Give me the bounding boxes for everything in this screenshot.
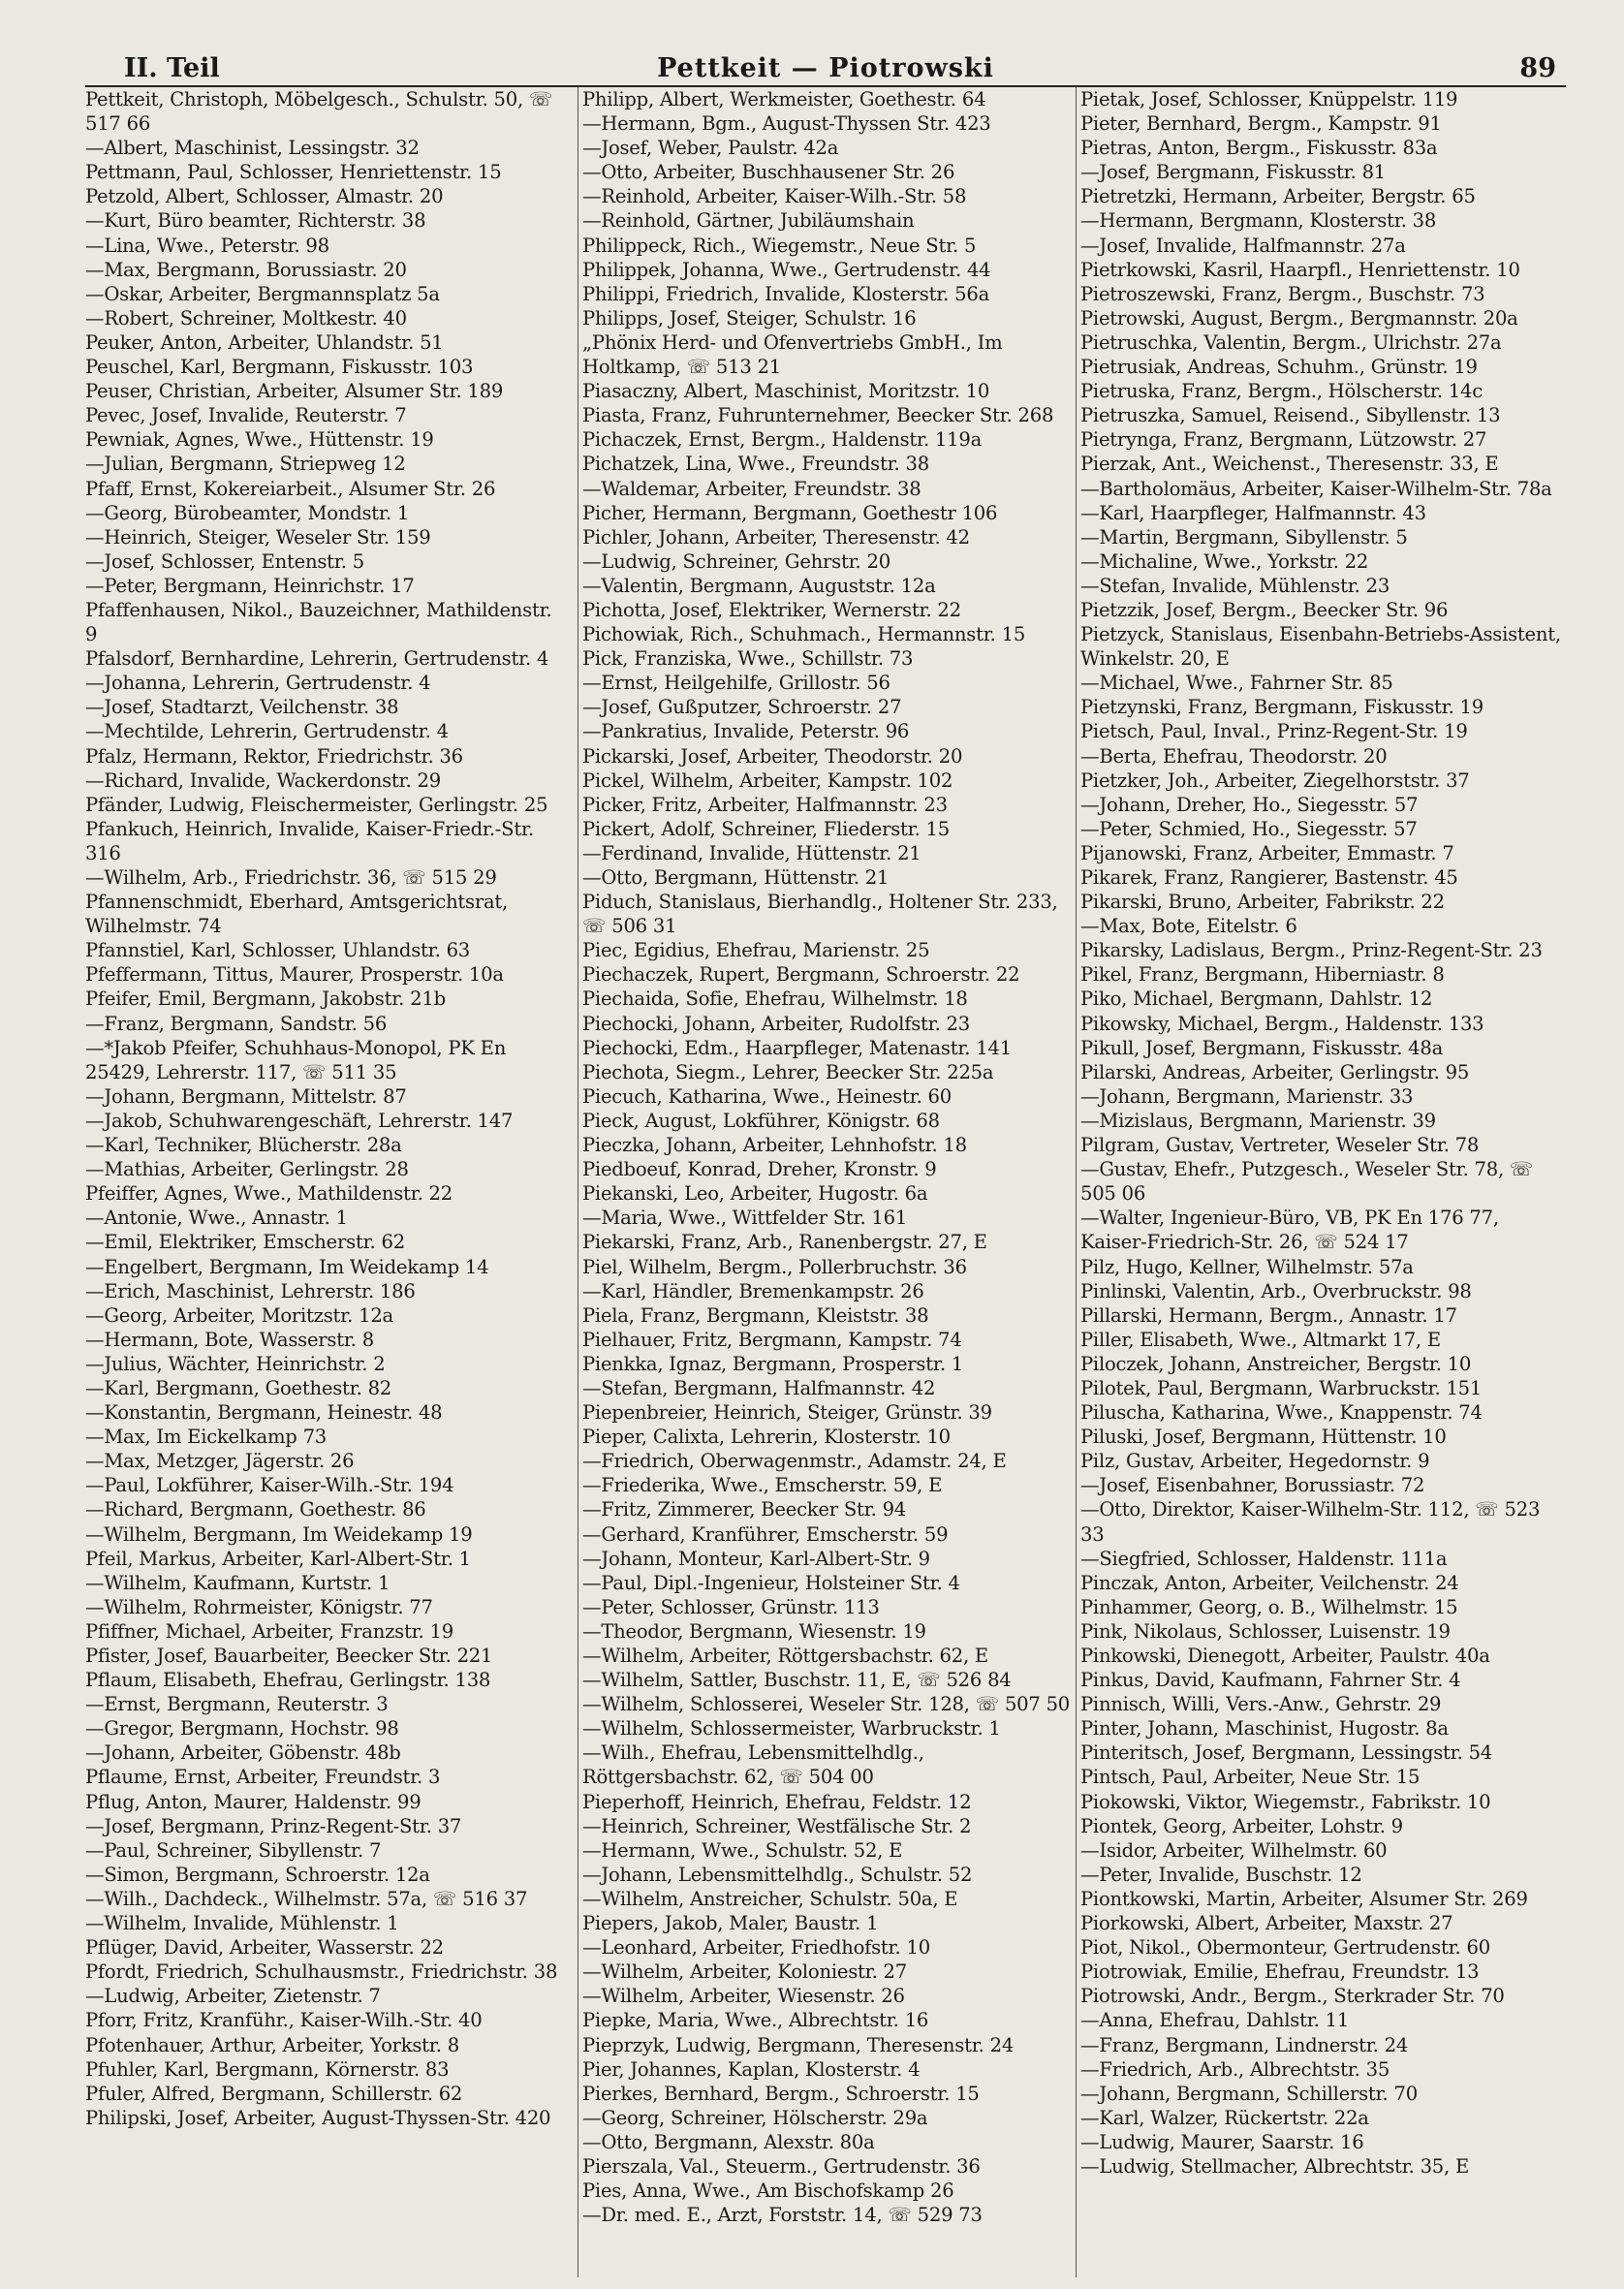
directory-entry: —Heinrich, Schreiner, Westfälische Str. 2 [582, 1814, 972, 1837]
directory-entry: —Josef, Weber, Paulstr. 42a [582, 137, 839, 160]
directory-entry: —Mizislaus, Bergmann, Marienstr. 39 [1080, 1109, 1436, 1132]
directory-entry: —Stefan, Invalide, Mühlenstr. 23 [1080, 574, 1390, 597]
directory-entry: Pieprzyk, Ludwig, Bergmann, Theresenstr. 24 [582, 2033, 1015, 2056]
directory-entry: Pinczak, Anton, Arbeiter, Veilchenstr. 24 [1080, 1571, 1459, 1594]
directory-entry: Pikarski, Bruno, Arbeiter, Fabrikstr. 22 [1080, 891, 1445, 914]
directory-entry: —Johann, Monteur, Karl-Albert-Str. 9 [582, 1547, 930, 1570]
directory-entry: —Hermann, Bergmann, Klosterstr. 38 [1080, 209, 1437, 233]
directory-entry: —Heinrich, Steiger, Weseler Str. 159 [85, 525, 431, 549]
directory-entry: Pietruschka, Valentin, Bergm., Ulrichstr. 27a [1080, 330, 1502, 354]
directory-entry: Pikarek, Franz, Rangierer, Bastenstr. 45 [1080, 866, 1458, 889]
directory-entry: Pienkka, Ignaz, Bergmann, Prosperstr. 1 [582, 1352, 963, 1375]
directory-entry: —Josef, Eisenbahner, Borussiastr. 72 [1080, 1474, 1425, 1497]
directory-entry: Pichler, Johann, Arbeiter, Theresenstr. 42 [582, 525, 970, 549]
directory-entry: —Anna, Ehefrau, Dahlstr. 11 [1080, 2009, 1350, 2032]
directory-entry: Pietrusiak, Andreas, Schuhm., Grünstr. 19 [1080, 356, 1478, 379]
directory-entry: —Wilhelm, Arb., Friedrichstr. 36, ☏ 515 29 [85, 866, 497, 889]
directory-entry: Piluski, Josef, Bergmann, Hüttenstr. 10 [1080, 1426, 1447, 1449]
directory-entry: —Gerhard, Kranführer, Emscherstr. 59 [582, 1522, 949, 1546]
directory-entry: Philippek, Johanna, Wwe., Gertrudenstr. 44 [582, 258, 991, 281]
directory-entry: —Maria, Wwe., Wittfelder Str. 161 [582, 1207, 908, 1230]
directory-entry: —Max, Bergmann, Borussiastr. 20 [85, 258, 407, 281]
directory-entry: Piko, Michael, Bergmann, Dahlstr. 12 [1080, 988, 1433, 1011]
directory-entry: —Siegfried, Schlosser, Haldenstr. 111a [1080, 1547, 1448, 1570]
directory-entry: Peuschel, Karl, Bergmann, Fiskusstr. 103 [85, 356, 474, 379]
directory-entry: Pies, Anna, Wwe., Am Bischofskamp 26 [582, 2179, 954, 2203]
directory-entry: —Gregor, Bergmann, Hochstr. 98 [85, 1717, 399, 1740]
directory-entry: —Erich, Maschinist, Lehrerstr. 186 [85, 1279, 416, 1302]
directory-entry: Pilgram, Gustav, Vertreter, Weseler Str. 78 [1080, 1134, 1480, 1157]
directory-entry: Pfeiffer, Agnes, Wwe., Mathildenstr. 22 [85, 1182, 453, 1206]
directory-entry: Peuker, Anton, Arbeiter, Uhlandstr. 51 [85, 330, 444, 354]
directory-entry: Pevec, Josef, Invalide, Reuterstr. 7 [85, 404, 407, 427]
directory-entry: Pichatzek, Lina, Wwe., Freundstr. 38 [582, 453, 929, 476]
directory-entry: Philipski, Josef, Arbeiter, August-Thyssen-Str. 420 [85, 2106, 551, 2129]
directory-entry: —Pankratius, Invalide, Peterstr. 96 [582, 720, 910, 743]
directory-entry: —Fritz, Zimmerer, Beecker Str. 94 [582, 1498, 907, 1521]
directory-entry: Pickarski, Josef, Arbeiter, Theodorstr. 20 [582, 744, 963, 768]
directory-entry: Pfeil, Markus, Arbeiter, Karl-Albert-Str. 1 [85, 1547, 471, 1570]
directory-entry: Pietrkowski, Kasril, Haarpfl., Henriettenstr. 10 [1080, 258, 1520, 281]
directory-entry: Pfuler, Alfred, Bergmann, Schillerstr. 62 [85, 2082, 463, 2105]
directory-entry: Pfaffenhausen, Nikol., Bauzeichner, Mathildenstr. 9 [85, 598, 552, 646]
directory-entry: Pichotta, Josef, Elektriker, Wernerstr. 22 [582, 598, 961, 621]
directory-entry: —Walter, Ingenieur-Büro, VB, PK En 176 77, Kaiser-Friedrich-Str. 26, ☏ 524 17 [1080, 1207, 1499, 1254]
directory-entry: Pforr, Fritz, Kranführ., Kaiser-Wilh.-Str. 40 [85, 2009, 483, 2032]
directory-entry: „Phönix Herd- und Ofenvertriebs GmbH., Im Holtkamp, ☏ 513 21 [582, 330, 1003, 379]
directory-entry: Piasta, Franz, Fuhrunternehmer, Beecker Str. 268 [582, 404, 1054, 427]
directory-entry: Pier, Johannes, Kaplan, Klosterstr. 4 [582, 2057, 921, 2081]
directory-entry: —Paul, Dipl.-Ingenieur, Holsteiner Str. 4 [582, 1571, 960, 1594]
directory-entry: Pinkus, David, Kaufmann, Fahrner Str. 4 [1080, 1669, 1461, 1692]
directory-entry: —Johann, Bergmann, Marienstr. 33 [1080, 1084, 1414, 1108]
directory-entry: Pieperhoff, Heinrich, Ehefrau, Feldstr. 12 [582, 1790, 972, 1813]
directory-entry: —Bartholomäus, Arbeiter, Kaiser-Wilhelm-Str. 78a [1080, 477, 1552, 500]
directory-entry: Pickert, Adolf, Schreiner, Fliederstr. 15 [582, 817, 950, 840]
directory-entry: —Wilhelm, Arbeiter, Röttgersbachstr. 62, E [582, 1645, 988, 1667]
directory-entry: Pfankuch, Heinrich, Invalide, Kaiser-Friedr.-Str. 316 [85, 817, 534, 864]
directory-entry: —Wilhelm, Invalide, Mühlenstr. 1 [85, 1912, 399, 1935]
directory-entry: Pfordt, Friedrich, Schulhausmstr., Friedrichstr. 38 [85, 1960, 558, 1984]
directory-entry: —Lina, Wwe., Peterstr. 98 [85, 234, 329, 257]
directory-entry: Piekarski, Franz, Arb., Ranenbergstr. 27, E [582, 1231, 987, 1254]
directory-entry: —Karl, Techniker, Blücherstr. 28a [85, 1134, 402, 1157]
page-header [85, 39, 1566, 87]
directory-entry: Pflug, Anton, Maurer, Haldenstr. 99 [85, 1790, 422, 1813]
directory-entry: —Wilhelm, Schlossermeister, Warbruckstr. 1 [582, 1717, 1001, 1740]
directory-entry: Pinnisch, Willi, Vers.-Anw., Gehrstr. 29 [1080, 1693, 1442, 1716]
column-middle [578, 87, 1072, 2277]
directory-entry: Pietzynski, Franz, Bergmann, Fiskusstr. 19 [1080, 696, 1483, 719]
directory-entry: —Franz, Bergmann, Lindnerstr. 24 [1080, 2033, 1409, 2056]
directory-entry: —Johann, Lebensmittelhdlg., Schulstr. 52 [582, 1863, 973, 1886]
directory-entry: Piepke, Maria, Wwe., Albrechtstr. 16 [582, 2009, 929, 2032]
directory-entry: Petzold, Albert, Schlosser, Almastr. 20 [85, 185, 444, 208]
directory-entry: —Karl, Haarpfleger, Halfmannstr. 43 [1080, 501, 1426, 524]
directory-entry: Picker, Fritz, Arbeiter, Halfmannstr. 23 [582, 793, 948, 816]
directory-entry: —Wilh., Ehefrau, Lebensmittelhdlg., Röttgersbachstr. 62, ☏ 504 00 [582, 1741, 924, 1789]
directory-entry: —Isidor, Arbeiter, Wilhelmstr. 60 [1080, 1838, 1388, 1862]
directory-entry: Piechota, Siegm., Lehrer, Beecker Str. 225a [582, 1060, 994, 1083]
directory-entry: —Michaline, Wwe., Yorkstr. 22 [1080, 549, 1369, 573]
directory-entry: —Richard, Invalide, Wackerdonstr. 29 [85, 768, 441, 792]
directory-entry: Piekanski, Leo, Arbeiter, Hugostr. 6a [582, 1182, 928, 1206]
directory-entry: —Theodor, Bergmann, Wiesenstr. 19 [582, 1619, 926, 1643]
directory-entry: Pietak, Josef, Schlosser, Knüppelstr. 119 [1080, 88, 1458, 110]
directory-entry: —Otto, Bergmann, Hüttenstr. 21 [582, 866, 890, 889]
directory-entry: Piasaczny, Albert, Maschinist, Moritzstr. 10 [582, 380, 990, 403]
directory-entry: —Josef, Stadtarzt, Veilchenstr. 38 [85, 696, 399, 719]
directory-entry: Piechocki, Edm., Haarpfleger, Matenastr. 141 [582, 1036, 1012, 1059]
directory-entry: Pieczka, Johann, Arbeiter, Lehnhofstr. 18 [582, 1134, 967, 1157]
directory-entry: Piloczek, Johann, Anstreicher, Bergstr. 10 [1080, 1352, 1472, 1375]
directory-entry: Piela, Franz, Bergmann, Kleiststr. 38 [582, 1303, 929, 1327]
directory-entry: Pietzzik, Josef, Bergm., Beecker Str. 96 [1080, 598, 1449, 621]
directory-entry: Piontkowski, Martin, Arbeiter, Alsumer Str. 269 [1080, 1887, 1528, 1910]
directory-entry: —Josef, Bergmann, Fiskusstr. 81 [1080, 161, 1387, 184]
directory-entry: —Reinhold, Gärtner, Jubiläumshain [582, 209, 915, 233]
part-label: II. Teil [124, 53, 220, 83]
directory-entry: Philippi, Friedrich, Invalide, Klosterstr. 56a [582, 282, 990, 305]
directory-entry: —Michael, Wwe., Fahrner Str. 85 [1080, 672, 1393, 695]
directory-entry: —Georg, Bürobeamter, Mondstr. 1 [85, 501, 410, 524]
directory-entry: Piller, Elisabeth, Wwe., Altmarkt 17, E [1080, 1328, 1441, 1351]
directory-entry: Pierkes, Bernhard, Bergm., Schroerstr. 15 [582, 2082, 980, 2105]
directory-entry: —Friedrich, Oberwagenmstr., Adamstr. 24, E [582, 1450, 1007, 1473]
directory-entry: —Ferdinand, Invalide, Hüttenstr. 21 [582, 841, 921, 864]
directory-entry: Pewniak, Agnes, Wwe., Hüttenstr. 19 [85, 428, 434, 452]
directory-entry: —Josef, Gußputzer, Schroerstr. 27 [582, 696, 902, 719]
directory-entry: Piokowski, Viktor, Wiegemstr., Fabrikstr. 10 [1080, 1790, 1491, 1813]
directory-entry: —Hermann, Bgm., August-Thyssen Str. 423 [582, 112, 991, 136]
directory-entry: Pietzyck, Stanislaus, Eisenbahn-Betriebs-Assistent, Winkelstr. 20, E [1080, 623, 1561, 671]
directory-entry: —Josef, Schlosser, Entenstr. 5 [85, 549, 364, 573]
directory-entry: —Johann, Bergmann, Mittelstr. 87 [85, 1084, 407, 1108]
directory-entry: —Paul, Lokführer, Kaiser-Wilh.-Str. 194 [85, 1474, 454, 1497]
directory-entry: Pfalsdorf, Bernhardine, Lehrerin, Gertrudenstr. 4 [85, 647, 549, 671]
directory-entry: Pietruszka, Samuel, Reisend., Sibyllenstr. 13 [1080, 404, 1501, 427]
directory-entry: Pierszala, Val., Steuerm., Gertrudenstr. 36 [582, 2154, 981, 2178]
directory-entry: —Ludwig, Arbeiter, Zietenstr. 7 [85, 1985, 381, 2008]
directory-entry: Pichaczek, Ernst, Bergm., Haldenstr. 119a [582, 428, 983, 452]
directory-entry: —Karl, Bergmann, Goethestr. 82 [85, 1376, 392, 1399]
directory-entry: Philippeck, Rich., Wiegemstr., Neue Str. 5 [582, 234, 977, 257]
directory-entry: Pietretzki, Hermann, Arbeiter, Bergstr. 65 [1080, 185, 1476, 208]
directory-entry: —Karl, Händler, Bremenkampstr. 26 [582, 1279, 924, 1302]
directory-entry: Pettkeit, Christoph, Möbelgesch., Schulstr. 50, ☏ 517 66 [85, 88, 553, 136]
directory-entry: Pikarsky, Ladislaus, Bergm., Prinz-Regent-Str. 23 [1080, 939, 1543, 962]
directory-entry: Piecuch, Katharina, Wwe., Heinestr. 60 [582, 1084, 952, 1108]
directory-entry: —Wilhelm, Arbeiter, Wiesenstr. 26 [582, 1985, 905, 2008]
directory-entry: Pfaff, Ernst, Kokereiarbeit., Alsumer Str. 26 [85, 477, 496, 500]
directory-entry: —Franz, Bergmann, Sandstr. 56 [85, 1012, 388, 1035]
directory-entry: —Valentin, Bergmann, Auguststr. 12a [582, 574, 936, 597]
directory-entry: —Stefan, Bergmann, Halfmannstr. 42 [582, 1376, 936, 1399]
directory-entry: Pettmann, Paul, Schlosser, Henriettenstr. 15 [85, 161, 502, 184]
directory-entry: —Johanna, Lehrerin, Gertrudenstr. 4 [85, 672, 431, 695]
directory-entry: —Wilhelm, Kaufmann, Kurtstr. 1 [85, 1571, 390, 1594]
directory-entry: Pikull, Josef, Bergmann, Fiskusstr. 48a [1080, 1036, 1444, 1059]
directory-entry: Piepers, Jakob, Maler, Baustr. 1 [582, 1912, 879, 1935]
directory-entry: —Wilhelm, Sattler, Buschstr. 11, E, ☏ 526 84 [582, 1669, 1012, 1692]
directory-entry: —Paul, Schreiner, Sibyllenstr. 7 [85, 1838, 382, 1862]
directory-entry: —Johann, Dreher, Ho., Siegesstr. 57 [1080, 793, 1419, 816]
directory-entry: Pijanowski, Franz, Arbeiter, Emmastr. 7 [1080, 841, 1454, 864]
directory-entry: —Oskar, Arbeiter, Bergmannsplatz 5a [85, 282, 440, 305]
directory-entry: Pfotenhauer, Arthur, Arbeiter, Yorkstr. 8 [85, 2033, 459, 2056]
directory-entry: —Wilhelm, Arbeiter, Koloniestr. 27 [582, 1960, 907, 1984]
directory-entry: —Antonie, Wwe., Annastr. 1 [85, 1207, 348, 1230]
directory-entry: Piec, Egidius, Ehefrau, Marienstr. 25 [582, 939, 930, 962]
directory-entry: Pieter, Bernhard, Bergm., Kampstr. 91 [1080, 112, 1442, 136]
directory-entry: Peuser, Christian, Arbeiter, Alsumer Str. 189 [85, 380, 504, 403]
directory-entry: Pietras, Anton, Bergm., Fiskusstr. 83a [1080, 137, 1438, 160]
directory-entry: —Gustav, Ehefr., Putzgesch., Weseler Str. 78, ☏ 505 06 [1080, 1158, 1534, 1206]
directory-entry: Piotrowski, Andr., Bergm., Sterkrader Str. 70 [1080, 1985, 1505, 2008]
directory-entry: Pfeffermann, Tittus, Maurer, Prosperstr. 10a [85, 963, 504, 987]
directory-entry: —Georg, Schreiner, Hölscherstr. 29a [582, 2106, 928, 2129]
directory-entry: —*Jakob Pfeifer, Schuhhaus-Monopol, PK En 25429, Lehrerstr. 117, ☏ 511 35 [85, 1036, 507, 1083]
directory-entry: Pieper, Calixta, Lehrerin, Klosterstr. 10 [582, 1426, 951, 1449]
directory-entry: Piechaida, Sofie, Ehefrau, Wilhelmstr. 18 [582, 988, 968, 1011]
directory-entry: Piechaczek, Rupert, Bergmann, Schroerstr. 22 [582, 963, 1020, 987]
page-number: 89 [1519, 53, 1556, 83]
directory-entry: —Ludwig, Stellmacher, Albrechtstr. 35, E [1080, 2154, 1470, 2178]
directory-entry: Pflaume, Ernst, Arbeiter, Freundstr. 3 [85, 1766, 441, 1789]
directory-entry: Pinter, Johann, Maschinist, Hugostr. 8a [1080, 1717, 1449, 1740]
directory-entry: Philipps, Josef, Steiger, Schulstr. 16 [582, 306, 917, 329]
directory-entry: Pilz, Hugo, Kellner, Wilhelmstr. 57a [1080, 1255, 1414, 1278]
directory-entry: —Johann, Bergmann, Schillerstr. 70 [1080, 2082, 1418, 2105]
directory-entry: —Julius, Wächter, Heinrichstr. 2 [85, 1352, 386, 1375]
directory-entry: Picher, Hermann, Bergmann, Goethestr 106 [582, 501, 998, 524]
directory-entry: Pfannstiel, Karl, Schlosser, Uhlandstr. 63 [85, 939, 471, 962]
directory-entry: —Engelbert, Bergmann, Im Weidekamp 14 [85, 1255, 489, 1278]
directory-entry: —Max, Im Eickelkamp 73 [85, 1426, 328, 1449]
directory-entry: —Peter, Schmied, Ho., Siegesstr. 57 [1080, 817, 1418, 840]
directory-entry: Pfänder, Ludwig, Fleischermeister, Gerlingstr. 25 [85, 793, 548, 816]
directory-entry: —Ludwig, Maurer, Saarstr. 16 [1080, 2130, 1364, 2153]
directory-entry: Pikowsky, Michael, Bergm., Haldenstr. 133 [1080, 1012, 1484, 1035]
directory-entry: Piel, Wilhelm, Bergm., Pollerbruchstr. 36 [582, 1255, 967, 1278]
directory-entry: Pfeifer, Emil, Bergmann, Jakobstr. 21b [85, 988, 446, 1011]
directory-entry: Pfalz, Hermann, Rektor, Friedrichstr. 36 [85, 744, 463, 768]
directory-entry: Piontek, Georg, Arbeiter, Lohstr. 9 [1080, 1814, 1403, 1837]
directory-entry: Pietroszewski, Franz, Bergm., Buschstr. 73 [1080, 282, 1485, 305]
directory-entry: Pilotek, Paul, Bergmann, Warbruckstr. 151 [1080, 1376, 1483, 1399]
directory-entry: —Otto, Bergmann, Alexstr. 80a [582, 2130, 875, 2153]
directory-entry: —Reinhold, Arbeiter, Kaiser-Wilh.-Str. 58 [582, 185, 967, 208]
directory-entry: Pietzker, Joh., Arbeiter, Ziegelhorststr. 37 [1080, 768, 1470, 792]
directory-entry: —Emil, Elektriker, Emscherstr. 62 [85, 1231, 405, 1254]
directory-entry: —Peter, Invalide, Buschstr. 12 [1080, 1863, 1362, 1886]
directory-entry: —Peter, Schlosser, Grünstr. 113 [582, 1595, 880, 1618]
directory-entry: Piotrowiak, Emilie, Ehefrau, Freundstr. 13 [1080, 1960, 1480, 1984]
directory-entry: Pink, Nikolaus, Schlosser, Luisenstr. 19 [1080, 1619, 1451, 1643]
directory-entry: —Julian, Bergmann, Striepweg 12 [85, 453, 406, 476]
directory-entry: —Friedrich, Arb., Albrechtstr. 35 [1080, 2057, 1390, 2081]
directory-entry: Pietrynga, Franz, Bergmann, Lützowstr. 27 [1080, 428, 1487, 452]
directory-entry: —Mechtilde, Lehrerin, Gertrudenstr. 4 [85, 720, 449, 743]
directory-entry: —Wilh., Dachdeck., Wilhelmstr. 57a, ☏ 516 37 [85, 1887, 528, 1910]
directory-entry: —Wilhelm, Schlosserei, Weseler Str. 128, ☏ 507 50 [582, 1693, 1071, 1716]
directory-entry: —Ernst, Bergmann, Reuterstr. 3 [85, 1693, 389, 1716]
directory-entry: Pinteritsch, Josef, Bergmann, Lessingstr. 54 [1080, 1741, 1492, 1765]
directory-entry: —Jakob, Schuhwarengeschäft, Lehrerstr. 147 [85, 1109, 514, 1132]
directory-entry: —Martin, Bergmann, Sibyllenstr. 5 [1080, 525, 1408, 549]
directory-entry: Pierzak, Ant., Weichenst., Theresenstr. 33, E [1080, 453, 1499, 476]
directory-entry: —Wilhelm, Rohrmeister, Königstr. 77 [85, 1595, 433, 1618]
directory-entry: —Peter, Bergmann, Heinrichstr. 17 [85, 574, 415, 597]
directory-entry: —Friederika, Wwe., Emscherstr. 59, E [582, 1474, 943, 1497]
directory-entry: —Albert, Maschinist, Lessingstr. 32 [85, 137, 420, 160]
directory-entry: Piedboeuf, Konrad, Dreher, Kronstr. 9 [582, 1158, 937, 1181]
directory-entry: Pietrowski, August, Bergm., Bergmannstr. 20a [1080, 306, 1518, 329]
directory-entry: Pinhammer, Georg, o. B., Wilhelmstr. 15 [1080, 1595, 1458, 1618]
directory-entry: Pielhauer, Fritz, Bergmann, Kampstr. 74 [582, 1328, 962, 1351]
directory-entry: Pflüger, David, Arbeiter, Wasserstr. 22 [85, 1936, 444, 1960]
directory-entry: Pieck, August, Lokführer, Königstr. 68 [582, 1109, 940, 1132]
directory-entry: —Josef, Bergmann, Prinz-Regent-Str. 37 [85, 1814, 462, 1837]
directory-entry: —Richard, Bergmann, Goethestr. 86 [85, 1498, 426, 1521]
directory-entry: Pickel, Wilhelm, Arbeiter, Kampstr. 102 [582, 768, 953, 792]
directory-entry: Pick, Franziska, Wwe., Schillstr. 73 [582, 647, 914, 671]
directory-entry: Piot, Nikol., Obermonteur, Gertrudenstr. 60 [1080, 1936, 1490, 1960]
directory-entry: —Ludwig, Schreiner, Gehrstr. 20 [582, 549, 890, 573]
directory-entry: Pintsch, Paul, Arbeiter, Neue Str. 15 [1080, 1766, 1421, 1789]
directory-entry: Pinkowski, Dienegott, Arbeiter, Paulstr. 40a [1080, 1645, 1490, 1667]
directory-entry: —Otto, Arbeiter, Buschhausener Str. 26 [582, 161, 955, 184]
directory-entry: —Hermann, Wwe., Schulstr. 52, E [582, 1838, 903, 1862]
directory-entry: —Max, Bote, Eitelstr. 6 [1080, 915, 1297, 938]
directory-entry: —Karl, Walzer, Rückertstr. 22a [1080, 2106, 1369, 2129]
directory-entry: Pietsch, Paul, Inval., Prinz-Regent-Str. 19 [1080, 720, 1468, 743]
directory-entry: Pinlinski, Valentin, Arb., Overbruckstr. 98 [1080, 1279, 1472, 1302]
directory-entry: —Max, Metzger, Jägerstr. 26 [85, 1450, 355, 1473]
name-range-title: Pettkeit — Piotrowski [657, 53, 994, 83]
directory-entry: Pfister, Josef, Bauarbeiter, Beecker Str. 221 [85, 1645, 493, 1667]
directory-entry: Piepenbreier, Heinrich, Steiger, Grünstr. 39 [582, 1401, 992, 1425]
directory-entry: Pfannenschmidt, Eberhard, Amtsgerichtsrat, Wilhelmstr. 74 [85, 891, 509, 938]
directory-entry: Pikel, Franz, Bergmann, Hiberniastr. 8 [1080, 963, 1445, 987]
directory-entry: Piorkowski, Albert, Arbeiter, Maxstr. 27 [1080, 1912, 1453, 1935]
directory-entry: —Kurt, Büro beamter, Richterstr. 38 [85, 209, 426, 233]
directory-entry: —Wilhelm, Anstreicher, Schulstr. 50a, E [582, 1887, 958, 1910]
directory-entry: —Georg, Arbeiter, Moritzstr. 12a [85, 1303, 393, 1327]
directory-entry: —Johann, Arbeiter, Göbenstr. 48b [85, 1741, 401, 1765]
directory-entry: Pflaum, Elisabeth, Ehefrau, Gerlingstr. 138 [85, 1669, 491, 1692]
directory-entry: —Simon, Bergmann, Schroerstr. 12a [85, 1863, 430, 1886]
directory-entry: Philipp, Albert, Werkmeister, Goethestr. 64 [582, 88, 986, 110]
directory-entry: Pichowiak, Rich., Schuhmach., Hermannstr. 15 [582, 623, 1026, 646]
directory-entry: —Dr. med. E., Arzt, Forststr. 14, ☏ 529 73 [582, 2204, 983, 2227]
directory-entry: —Leonhard, Arbeiter, Friedhofstr. 10 [582, 1936, 930, 1960]
directory-entry: Pfuhler, Karl, Bergmann, Körnerstr. 83 [85, 2057, 450, 2081]
directory-entry: Piduch, Stanislaus, Bierhandlg., Holtener Str. 233, ☏ 506 31 [582, 891, 1058, 938]
directory-entry: Pfiffner, Michael, Arbeiter, Franzstr. 19 [85, 1619, 453, 1643]
directory-entry: —Otto, Direktor, Kaiser-Wilhelm-Str. 112, ☏ 523 33 [1080, 1498, 1541, 1546]
directory-entry: —Robert, Schreiner, Moltkestr. 40 [85, 306, 407, 329]
directory-entry: Piechocki, Johann, Arbeiter, Rudolfstr. 23 [582, 1012, 970, 1035]
directory-entry: —Josef, Invalide, Halfmannstr. 27a [1080, 234, 1406, 257]
directory-entry: —Ernst, Heilgehilfe, Grillostr. 56 [582, 672, 890, 695]
column-right [1076, 87, 1566, 2277]
directory-entry: —Mathias, Arbeiter, Gerlingstr. 28 [85, 1158, 409, 1181]
directory-entry: Pietruska, Franz, Bergm., Hölscherstr. 14c [1080, 380, 1483, 403]
directory-entry: —Konstantin, Bergmann, Heinestr. 48 [85, 1401, 443, 1425]
directory-entry: Pillarski, Hermann, Bergm., Annastr. 17 [1080, 1303, 1457, 1327]
directory-entry: —Wilhelm, Bergmann, Im Weidekamp 19 [85, 1522, 473, 1546]
directory-entry: —Berta, Ehefrau, Theodorstr. 20 [1080, 744, 1388, 768]
directory-entry: —Waldemar, Arbeiter, Freundstr. 38 [582, 477, 921, 500]
directory-entry: Pilz, Gustav, Arbeiter, Hegedornstr. 9 [1080, 1450, 1430, 1473]
directory-entry: Pilarski, Andreas, Arbeiter, Gerlingstr. 95 [1080, 1060, 1470, 1083]
directory-entry: Piluscha, Katharina, Wwe., Knappenstr. 74 [1080, 1401, 1483, 1425]
directory-entry: —Hermann, Bote, Wasserstr. 8 [85, 1328, 374, 1351]
column-left [85, 87, 565, 2277]
